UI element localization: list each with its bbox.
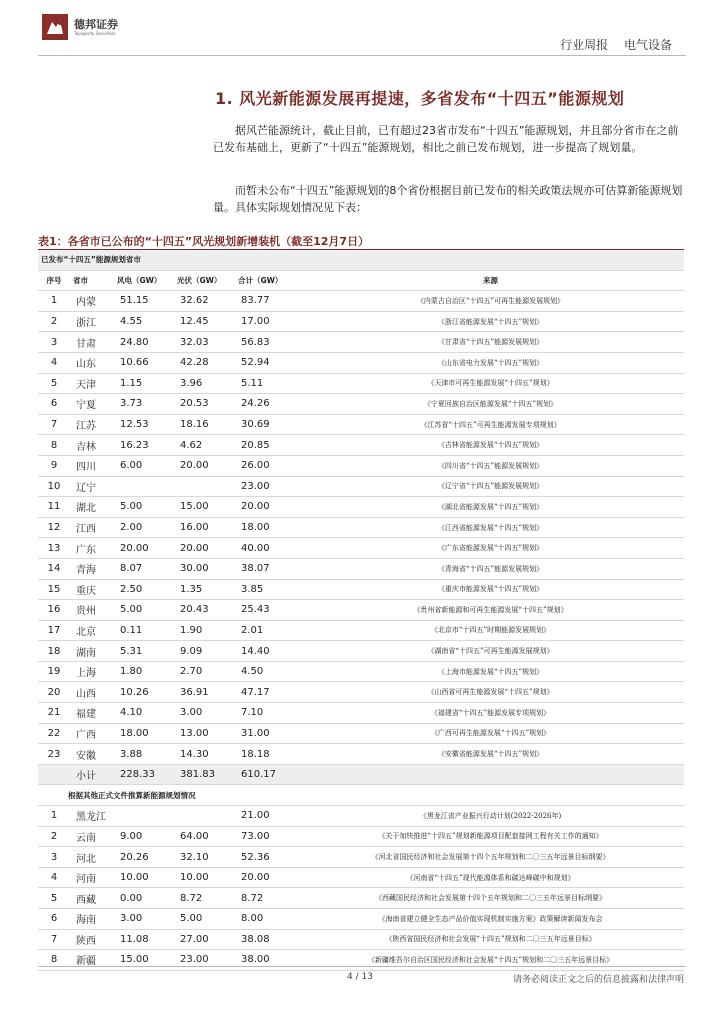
row-total-gw: 21.00 — [235, 806, 297, 827]
row-index: 1 — [38, 291, 70, 312]
row-total-gw: 23.00 — [235, 476, 297, 497]
row-wind-gw: 1.15 — [114, 373, 174, 394]
row-province: 广东 — [70, 538, 114, 559]
subtotal-source-blank — [297, 764, 684, 785]
row-wind-gw — [114, 806, 174, 827]
row-province: 吉林 — [70, 435, 114, 456]
report-category — [560, 36, 672, 53]
row-index: 15 — [38, 579, 70, 600]
table-row — [38, 414, 684, 435]
table-row — [38, 703, 684, 724]
table-row — [38, 909, 684, 930]
table-row — [38, 950, 684, 971]
table-row — [38, 682, 684, 703]
logo-english-name: Topsperity Securities — [74, 30, 116, 36]
row-pv-gw — [174, 806, 235, 827]
row-pv-gw: 3.00 — [174, 703, 235, 724]
table-column-headers — [38, 270, 684, 291]
row-total-gw: 8.72 — [235, 888, 297, 909]
col-header-total: 合计（GW） — [235, 270, 297, 291]
row-province: 辽宁 — [70, 476, 114, 497]
row-index: 22 — [38, 723, 70, 744]
row-index: 5 — [38, 373, 70, 394]
row-wind-gw: 20.00 — [114, 538, 174, 559]
row-pv-gw — [174, 476, 235, 497]
row-total-gw: 17.00 — [235, 311, 297, 332]
row-province: 江苏 — [70, 414, 114, 435]
row-province: 内蒙 — [70, 291, 114, 312]
subtotal-wind-gw: 228.33 — [114, 764, 174, 785]
row-total-gw: 52.36 — [235, 847, 297, 868]
table-row — [38, 723, 684, 744]
row-total-gw: 5.11 — [235, 373, 297, 394]
section-title: 1. 风光新能源发展再提速，多省发布“十四五”能源规划 — [215, 89, 625, 108]
row-pv-gw: 5.00 — [174, 909, 235, 930]
page-number: 4 / 13 — [347, 972, 373, 982]
row-province: 北京 — [70, 620, 114, 641]
row-index: 23 — [38, 744, 70, 765]
row-pv-gw: 20.43 — [174, 600, 235, 621]
row-source: 《青海省“十四五”能源发展规划》 — [297, 558, 684, 579]
row-source: 《陕西省国民经济和社会发展“十四五”规划和二〇三五年远景目标》 — [297, 929, 684, 950]
row-pv-gw: 16.00 — [174, 517, 235, 538]
row-total-gw: 56.83 — [235, 332, 297, 353]
row-index: 21 — [38, 703, 70, 724]
subtotal-pv-gw: 381.83 — [174, 764, 235, 785]
row-source: 《江西省能源发展“十四五”规划》 — [297, 517, 684, 538]
row-wind-gw: 20.26 — [114, 847, 174, 868]
table-row — [38, 661, 684, 682]
row-total-gw: 20.00 — [235, 867, 297, 888]
row-index: 2 — [38, 311, 70, 332]
row-province: 天津 — [70, 373, 114, 394]
row-source: 《福建省“十四五”能源发展专项规划》 — [297, 703, 684, 724]
table-row — [38, 352, 684, 373]
row-pv-gw: 9.09 — [174, 641, 235, 662]
row-wind-gw: 10.00 — [114, 867, 174, 888]
table-group-header — [38, 785, 684, 806]
row-total-gw: 20.00 — [235, 497, 297, 518]
col-header-index: 序号 — [38, 270, 70, 291]
table-row — [38, 826, 684, 847]
row-wind-gw: 24.80 — [114, 332, 174, 353]
row-total-gw: 7.10 — [235, 703, 297, 724]
row-province: 贵州 — [70, 600, 114, 621]
group-1-label: 已发布“十四五”能源规划省市 — [38, 250, 684, 270]
row-total-gw: 52.94 — [235, 352, 297, 373]
table-row — [38, 291, 684, 312]
row-total-gw: 18.18 — [235, 744, 297, 765]
row-pv-gw: 23.00 — [174, 950, 235, 971]
row-wind-gw: 0.11 — [114, 620, 174, 641]
table-row — [38, 538, 684, 559]
row-wind-gw: 10.66 — [114, 352, 174, 373]
table-row — [38, 497, 684, 518]
table-row — [38, 455, 684, 476]
row-wind-gw: 6.00 — [114, 455, 174, 476]
row-pv-gw: 14.30 — [174, 744, 235, 765]
row-source: 《河南省“十四五”现代能源体系和碳达峰碳中和规划》 — [297, 867, 684, 888]
row-total-gw: 2.01 — [235, 620, 297, 641]
subtotal-spacer — [38, 764, 70, 785]
footer-divider — [38, 966, 686, 967]
row-wind-gw: 10.26 — [114, 682, 174, 703]
row-pv-gw: 32.10 — [174, 847, 235, 868]
row-source: 《湖北省能源发展“十四五”规划》 — [297, 497, 684, 518]
row-index: 12 — [38, 517, 70, 538]
row-index: 9 — [38, 455, 70, 476]
row-index: 7 — [38, 929, 70, 950]
row-index: 4 — [38, 352, 70, 373]
row-total-gw: 14.40 — [235, 641, 297, 662]
row-source: 《上海市能源发展“十四五”规划》 — [297, 661, 684, 682]
row-source: 《天津市可再生能源发展“十四五”规划》 — [297, 373, 684, 394]
row-total-gw: 40.00 — [235, 538, 297, 559]
row-index: 4 — [38, 867, 70, 888]
row-wind-gw: 5.31 — [114, 641, 174, 662]
logo-name: 德邦证券 — [74, 17, 118, 31]
row-total-gw: 8.00 — [235, 909, 297, 930]
report-type: 行业周报 — [560, 38, 609, 52]
row-pv-gw: 12.45 — [174, 311, 235, 332]
table-row — [38, 867, 684, 888]
row-wind-gw: 2.00 — [114, 517, 174, 538]
legal-disclaimer: 请务必阅读正文之后的信息披露和法律声明 — [512, 975, 684, 985]
header-divider — [38, 55, 686, 56]
row-source: 《贵州省新能源和可再生能源发展“十四五”规划》 — [297, 600, 684, 621]
body-paragraph-1: 据风芒能源统计，截止目前，已有超过23省市发布“十四五”能源规划，并且部分省市在之前已发布基础上，更新了“十四五”能源规划，相比之前已发布规划，进一步提高了规划量。 — [213, 124, 679, 154]
row-index: 8 — [38, 950, 70, 971]
row-wind-gw: 16.23 — [114, 435, 174, 456]
row-province: 河北 — [70, 847, 114, 868]
row-total-gw: 25.43 — [235, 600, 297, 621]
row-wind-gw: 3.88 — [114, 744, 174, 765]
row-wind-gw: 4.55 — [114, 311, 174, 332]
row-province: 江西 — [70, 517, 114, 538]
table-title: 表1：各省市已公布的“十四五”风光规划新增装机（截至12月7日） — [38, 235, 370, 248]
subtotal-total-gw: 610.17 — [235, 764, 297, 785]
row-index: 11 — [38, 497, 70, 518]
row-source: 《甘肃省“十四五”能源发展规划》 — [297, 332, 684, 353]
row-source: 《安徽省能源发展“十四五”规划》 — [297, 744, 684, 765]
row-province: 西藏 — [70, 888, 114, 909]
row-province: 浙江 — [70, 311, 114, 332]
table-row — [38, 847, 684, 868]
row-wind-gw: 5.00 — [114, 497, 174, 518]
row-wind-gw: 4.10 — [114, 703, 174, 724]
row-pv-gw: 30.00 — [174, 558, 235, 579]
row-pv-gw: 8.72 — [174, 888, 235, 909]
row-source: 《山东省电力发展“十四五”规划》 — [297, 352, 684, 373]
table-row — [38, 394, 684, 415]
row-index: 2 — [38, 826, 70, 847]
row-wind-gw: 12.53 — [114, 414, 174, 435]
row-source: 《西藏国民经济和社会发展第十四个五年规划和二〇三五年远景目标纲要》 — [297, 888, 684, 909]
row-pv-gw: 10.00 — [174, 867, 235, 888]
row-index: 17 — [38, 620, 70, 641]
row-index: 6 — [38, 394, 70, 415]
row-province: 湖南 — [70, 641, 114, 662]
row-province: 新疆 — [70, 950, 114, 971]
row-province: 云南 — [70, 826, 114, 847]
row-index: 20 — [38, 682, 70, 703]
body-paragraph-2: 而暂未公布“十四五”能源规划的8个省份根据目前已发布的相关政策法规亦可估算新能源规划量。具体实际规划情况见下表： — [213, 184, 683, 214]
row-source: 《广西可再生能源发展“十四五”规划》 — [297, 723, 684, 744]
table-row — [38, 744, 684, 765]
row-source: 《广东省能源发展“十四五”规划》 — [297, 538, 684, 559]
row-province: 山西 — [70, 682, 114, 703]
group-2-label: 根据其他正式文件推算新能源规划情况 — [38, 785, 684, 806]
row-province: 安徽 — [70, 744, 114, 765]
row-wind-gw: 3.00 — [114, 909, 174, 930]
table-row — [38, 558, 684, 579]
row-pv-gw: 15.00 — [174, 497, 235, 518]
table-row — [38, 373, 684, 394]
capacity-table — [38, 249, 684, 971]
table-row — [38, 929, 684, 950]
report-sector: 电气设备 — [623, 38, 672, 52]
row-index: 16 — [38, 600, 70, 621]
subtotal-row — [38, 764, 684, 785]
row-pv-gw: 18.16 — [174, 414, 235, 435]
table-row — [38, 476, 684, 497]
row-wind-gw: 1.80 — [114, 661, 174, 682]
row-province: 黑龙江 — [70, 806, 114, 827]
col-header-source: 来源 — [297, 270, 684, 291]
row-province: 福建 — [70, 703, 114, 724]
row-pv-gw: 1.35 — [174, 579, 235, 600]
row-total-gw: 24.26 — [235, 394, 297, 415]
row-source: 《辽宁省“十四五”能源发展规划》 — [297, 476, 684, 497]
row-source: 《关于加快推进“十四五”规划新能源项目配套接网工程有关工作的通知》 — [297, 826, 684, 847]
row-index: 19 — [38, 661, 70, 682]
row-source: 《山西省可再生能源发展“十四五”规划》 — [297, 682, 684, 703]
table-row — [38, 311, 684, 332]
row-wind-gw: 5.00 — [114, 600, 174, 621]
row-pv-gw: 27.00 — [174, 929, 235, 950]
table-row — [38, 888, 684, 909]
row-total-gw: 30.69 — [235, 414, 297, 435]
row-province: 湖北 — [70, 497, 114, 518]
row-wind-gw: 2.50 — [114, 579, 174, 600]
row-source: 《浙江省能源发展“十四五”规划》 — [297, 311, 684, 332]
row-province: 海南 — [70, 909, 114, 930]
table-row — [38, 435, 684, 456]
row-pv-gw: 4.62 — [174, 435, 235, 456]
row-total-gw: 38.00 — [235, 950, 297, 971]
row-index: 5 — [38, 888, 70, 909]
row-wind-gw: 15.00 — [114, 950, 174, 971]
table-group-header — [38, 250, 684, 270]
row-index: 1 — [38, 806, 70, 827]
row-index: 10 — [38, 476, 70, 497]
row-total-gw: 38.08 — [235, 929, 297, 950]
row-pv-gw: 3.96 — [174, 373, 235, 394]
row-wind-gw: 9.00 — [114, 826, 174, 847]
row-province: 青海 — [70, 558, 114, 579]
logo-emblem-icon — [42, 14, 68, 40]
row-total-gw: 3.85 — [235, 579, 297, 600]
table-row — [38, 579, 684, 600]
row-pv-gw: 13.00 — [174, 723, 235, 744]
col-header-province: 省市 — [70, 270, 114, 291]
row-pv-gw: 64.00 — [174, 826, 235, 847]
row-total-gw: 73.00 — [235, 826, 297, 847]
row-province: 重庆 — [70, 579, 114, 600]
row-index: 13 — [38, 538, 70, 559]
row-pv-gw: 42.28 — [174, 352, 235, 373]
row-province: 广西 — [70, 723, 114, 744]
row-index: 14 — [38, 558, 70, 579]
table-row — [38, 620, 684, 641]
row-province: 山东 — [70, 352, 114, 373]
row-source: 《黑龙江省产业振兴行动计划(2022-2026年) — [297, 806, 684, 827]
row-pv-gw: 20.00 — [174, 455, 235, 476]
row-source: 《内蒙古自治区“十四五”可再生能源发展规划》 — [297, 291, 684, 312]
row-pv-gw: 32.03 — [174, 332, 235, 353]
row-index: 7 — [38, 414, 70, 435]
row-index: 6 — [38, 909, 70, 930]
row-source: 《河北省国民经济和社会发展第十四个五年规划和二〇三五年远景目标纲要》 — [297, 847, 684, 868]
table-row — [38, 806, 684, 827]
row-source: 《湖南省“十四五”可再生能源发展规划》 — [297, 641, 684, 662]
row-pv-gw: 2.70 — [174, 661, 235, 682]
row-province: 上海 — [70, 661, 114, 682]
row-total-gw: 26.00 — [235, 455, 297, 476]
row-total-gw: 83.77 — [235, 291, 297, 312]
row-pv-gw: 36.91 — [174, 682, 235, 703]
row-wind-gw: 11.08 — [114, 929, 174, 950]
row-pv-gw: 20.00 — [174, 538, 235, 559]
row-pv-gw: 20.53 — [174, 394, 235, 415]
row-source: 《四川省“十四五”能源发展规划》 — [297, 455, 684, 476]
row-province: 四川 — [70, 455, 114, 476]
company-logo — [42, 14, 118, 40]
row-source: 《北京市“十四五”时期能源发展规划》 — [297, 620, 684, 641]
col-header-wind: 风电（GW） — [114, 270, 174, 291]
row-wind-gw: 8.07 — [114, 558, 174, 579]
row-total-gw: 4.50 — [235, 661, 297, 682]
row-wind-gw — [114, 476, 174, 497]
row-source: 《重庆市能源发展“十四五”规划》 — [297, 579, 684, 600]
row-index: 18 — [38, 641, 70, 662]
row-total-gw: 20.85 — [235, 435, 297, 456]
row-source: 《吉林省能源发展“十四五”规划》 — [297, 435, 684, 456]
row-province: 甘肃 — [70, 332, 114, 353]
row-total-gw: 47.17 — [235, 682, 297, 703]
row-total-gw: 18.00 — [235, 517, 297, 538]
row-total-gw: 38.07 — [235, 558, 297, 579]
row-pv-gw: 1.90 — [174, 620, 235, 641]
row-index: 3 — [38, 847, 70, 868]
row-source: 《海南省建立健全生态产品价值实现机制实施方案》政策解读新闻发布会 — [297, 909, 684, 930]
subtotal-label: 小计 — [70, 764, 114, 785]
row-wind-gw: 3.73 — [114, 394, 174, 415]
table-row — [38, 600, 684, 621]
table-row — [38, 517, 684, 538]
table-row — [38, 641, 684, 662]
row-wind-gw: 18.00 — [114, 723, 174, 744]
row-province: 陕西 — [70, 929, 114, 950]
row-index: 3 — [38, 332, 70, 353]
row-wind-gw: 0.00 — [114, 888, 174, 909]
row-province: 宁夏 — [70, 394, 114, 415]
col-header-pv: 光伏（GW） — [174, 270, 235, 291]
row-province: 河南 — [70, 867, 114, 888]
row-source: 《江苏省“十四五”可再生能源发展专项规划》 — [297, 414, 684, 435]
row-total-gw: 31.00 — [235, 723, 297, 744]
row-source: 《宁夏回族自治区能源发展“十四五”规划》 — [297, 394, 684, 415]
row-wind-gw: 51.15 — [114, 291, 174, 312]
row-source: 《新疆维吾尔自治区国民经济和社会发展“十四五”规划和二〇三五年远景目标》 — [297, 950, 684, 971]
row-pv-gw: 32.62 — [174, 291, 235, 312]
row-index: 8 — [38, 435, 70, 456]
table-row — [38, 332, 684, 353]
